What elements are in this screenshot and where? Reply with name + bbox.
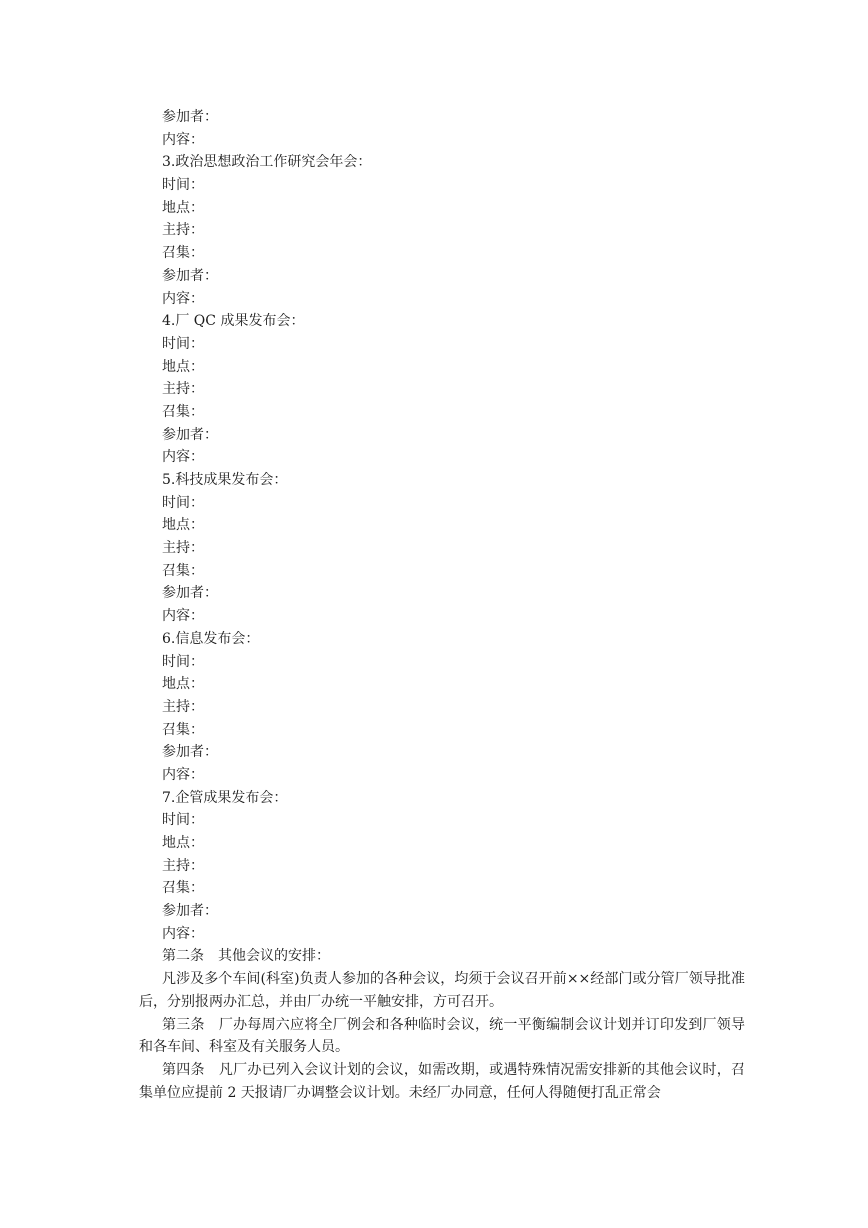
article-2-heading bbox=[139, 945, 745, 968]
schedule-line: 内容： bbox=[162, 608, 204, 625]
schedule-line: 主持： bbox=[162, 698, 204, 715]
article-3 bbox=[139, 1014, 745, 1059]
schedule-line: 内容： bbox=[162, 131, 204, 148]
schedule-line: 地点： bbox=[162, 835, 204, 851]
article-3-body: 厂办每周六应将全厂例会和各种临时会议，统一平衡编制会议计划并订印发到厂领导和各车间、科室及有关服务人员。 bbox=[139, 1016, 746, 1056]
schedule-line: 地点： bbox=[162, 199, 204, 216]
schedule-line: 参加者： bbox=[162, 585, 218, 602]
schedule-line: 参加者： bbox=[162, 744, 218, 761]
schedule-line: 时间： bbox=[162, 494, 204, 511]
schedule-line: 召集： bbox=[162, 245, 204, 262]
schedule-line: 参加者： bbox=[162, 109, 218, 125]
document-body bbox=[139, 106, 745, 1104]
article-4-number: 第四条 bbox=[162, 1061, 205, 1078]
schedule-line: 参加者： bbox=[162, 267, 218, 284]
schedule-line: 主持： bbox=[162, 540, 204, 557]
schedule-line: 3.政治思想政治工作研究会年会： bbox=[162, 154, 372, 171]
schedule-line: 主持： bbox=[162, 222, 204, 239]
schedule-line: 召集： bbox=[162, 880, 204, 897]
schedule-line: 时间： bbox=[162, 653, 204, 670]
schedule-line: 主持： bbox=[162, 381, 204, 398]
schedule-line: 时间： bbox=[162, 812, 204, 829]
schedule-line: 7.企管成果发布会： bbox=[162, 789, 288, 806]
schedule-line: 召集： bbox=[162, 562, 204, 579]
schedule-line: 参加者： bbox=[162, 903, 218, 920]
schedule-line: 内容： bbox=[162, 925, 204, 942]
schedule-line: 时间： bbox=[162, 177, 204, 194]
schedule-line: 时间： bbox=[162, 335, 204, 352]
schedule-line: 5.科技成果发布会： bbox=[162, 472, 288, 488]
schedule-line: 参加者： bbox=[162, 426, 218, 443]
schedule-line: 地点： bbox=[162, 517, 204, 534]
schedule-line: 召集： bbox=[162, 403, 204, 420]
schedule-line: 内容： bbox=[162, 449, 204, 466]
schedule-line: 地点： bbox=[162, 358, 204, 375]
schedule-line: 内容： bbox=[162, 290, 204, 307]
schedule-line: 召集： bbox=[162, 721, 204, 738]
schedule-line: 6.信息发布会： bbox=[162, 630, 260, 647]
schedule-line: 主持： bbox=[162, 857, 204, 874]
schedule-line: 内容： bbox=[162, 766, 204, 783]
article-4 bbox=[139, 1059, 745, 1104]
meeting-schedule-list bbox=[139, 106, 745, 945]
schedule-line: 地点： bbox=[162, 676, 204, 693]
article-3-number: 第三条 bbox=[162, 1016, 205, 1033]
article-2-body: 凡涉及多个车间(科室)负责人参加的各种会议，均须于会议召开前××经部门或分管厂领导批准后，分别报两办汇总，并由厂办统一平触安排，方可召开。 bbox=[139, 971, 745, 1010]
schedule-line: 4.厂 QC 成果发布会： bbox=[162, 313, 305, 330]
article-2-title: 其他会议的安排： bbox=[218, 948, 330, 965]
article-2-number: 第二条 bbox=[162, 948, 204, 965]
article-4-body: 凡厂办已列入会议计划的会议，如需改期，或遇特殊情况需安排新的其他会议时，召集单位应提前 2 天报请厂办调整会议计划。未经厂办同意，任何人得随便打乱正常会 bbox=[139, 1061, 746, 1101]
